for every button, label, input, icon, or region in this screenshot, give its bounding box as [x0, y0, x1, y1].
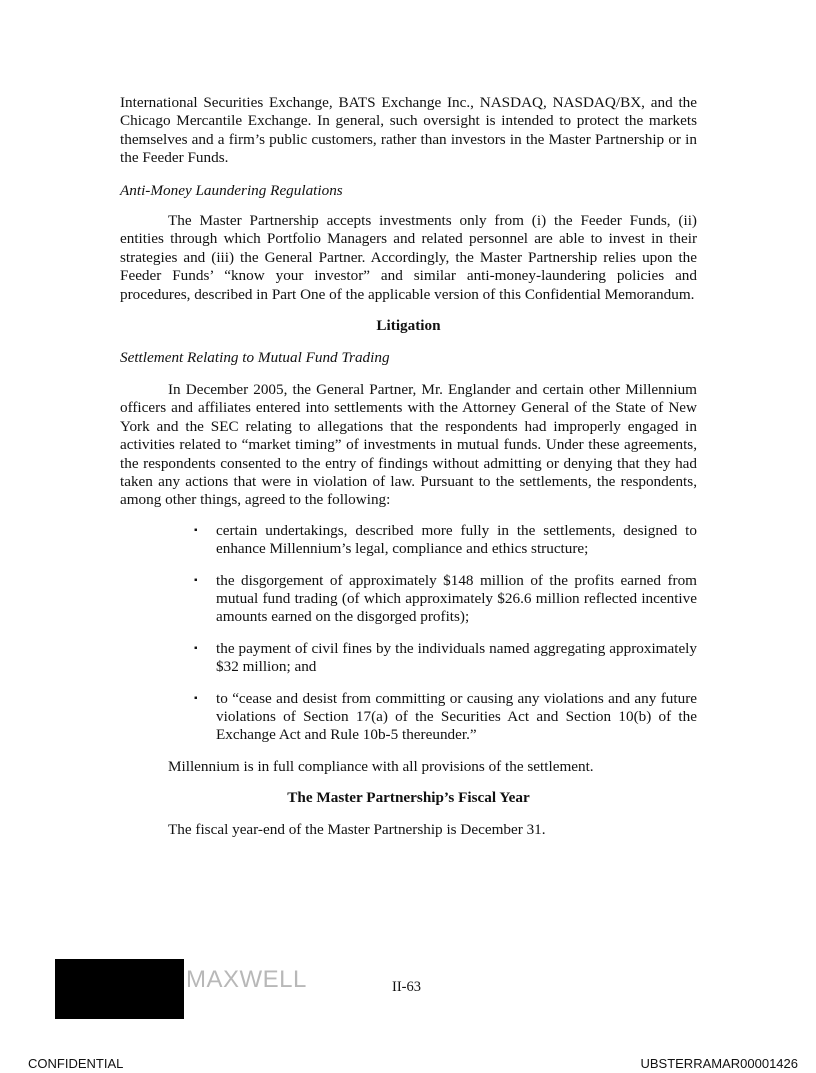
bullet-icon: ▪: [194, 642, 198, 654]
paragraph-compliance: Millennium is in full compliance with all provisions of the settlement.: [168, 757, 594, 775]
list-item-text: certain undertakings, described more fully in the settlements, designed to enhance Millennium’s legal, compliance and ethics structure;: [216, 521, 697, 558]
redaction-box: [55, 959, 184, 1019]
list-item-text: the payment of civil fines by the individuals named aggregating approximately $32 million; and: [216, 639, 697, 676]
paragraph-oversight: International Securities Exchange, BATS Exchange Inc., NASDAQ, NASDAQ/BX, and the Chicago Mercantile Exchange. In general, such oversight is intended to protect the markets themselves and a firm’s public customers, rather than investors in the Master Partnership or in the Feeder Funds.: [120, 94, 697, 167]
heading-litigation: Litigation: [376, 317, 441, 335]
list-item-text: to “cease and desist from committing or causing any violations and any future violations of Section 17(a) of the Securities Act and Section 10(b) of the Exchange Act and Rule 10b-5 thereunder.”: [216, 689, 697, 744]
document-body: [120, 94, 697, 839]
bullet-icon: ▪: [194, 574, 198, 586]
heading-settlement: Settlement Relating to Mutual Fund Trading: [120, 349, 390, 367]
bullet-icon: ▪: [194, 692, 198, 704]
list-item: [194, 689, 697, 745]
paragraph-fiscal-year: The fiscal year-end of the Master Partnership is December 31.: [168, 820, 546, 838]
settlement-terms-list: [120, 522, 697, 745]
bates-number: UBSTERRAMAR00001426: [640, 1056, 798, 1071]
bullet-icon: ▪: [194, 524, 198, 536]
confidential-label: CONFIDENTIAL: [28, 1056, 124, 1071]
paragraph-anti-money-laundering: The Master Partnership accepts investments only from (i) the Feeder Funds, (ii) entities through which Portfolio Managers and related personnel are able to invest in their strategies and (iii) the General Partner. Accordingly, the Master Partnership relies upon the Feeder Funds’ “know your investor” and similar anti-money-laundering policies and procedures, described in Part One of the applicable version of this Confidential Memorandum.: [120, 212, 697, 303]
paragraph-settlement: In December 2005, the General Partner, Mr. Englander and certain other Millennium officers and affiliates entered into settlements with the Attorney General of the State of New York and the SEC relating to allegations that the respondents had improperly engaged in activities related to “market timing” of investments in mutual funds. Under these agreements, the respondents consented to the entry of findings without admitting or denying that they had taken any actions that were in violation of law. Pursuant to the settlements, the respondents, among other things, agreed to the following:: [120, 380, 697, 509]
list-item: [194, 521, 697, 559]
page-number: II-63: [392, 979, 421, 995]
watermark-text: MAXWELL: [186, 966, 307, 993]
heading-fiscal-year: The Master Partnership’s Fiscal Year: [287, 789, 530, 807]
list-item: [194, 639, 697, 677]
list-item: [194, 571, 697, 627]
list-item-text: the disgorgement of approximately $148 million of the profits earned from mutual fund trading (of which approximately $26.6 million reflected incentive amounts earned on the disgorged profits);: [216, 571, 697, 626]
heading-anti-money-laundering: Anti-Money Laundering Regulations: [120, 181, 343, 199]
